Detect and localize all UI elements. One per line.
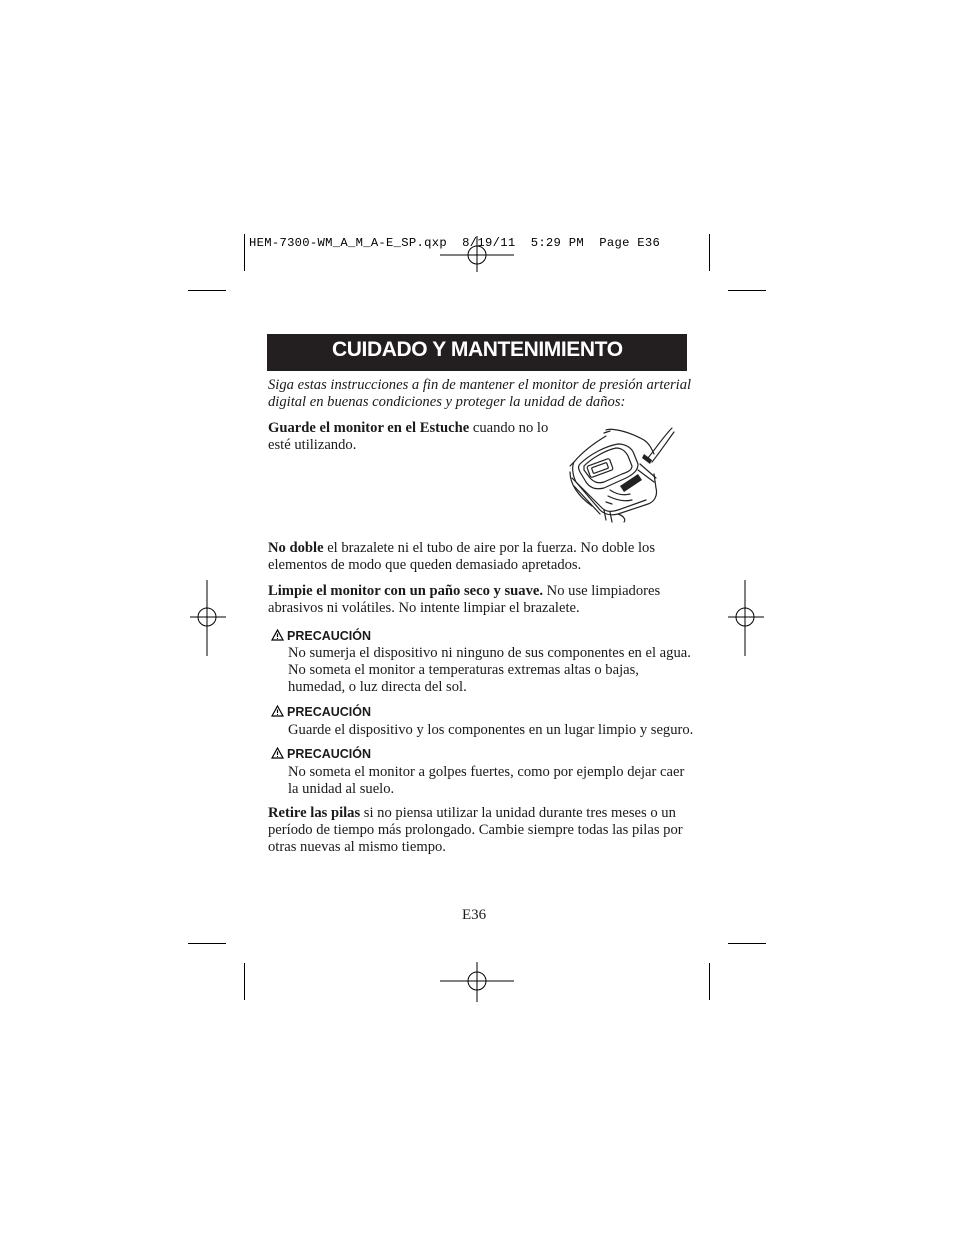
section-title-bar xyxy=(267,334,687,371)
caution-text-3-line-1: No someta el monitor a golpes fuertes, como por ejemplo dejar caer xyxy=(288,764,685,780)
crop-mark-bottom-right-vertical xyxy=(709,963,710,1000)
warning-triangle-icon xyxy=(271,705,284,717)
crop-mark-bottom-left-horizontal xyxy=(188,943,226,944)
registration-mark-left-icon xyxy=(188,580,228,656)
crop-mark-bottom-right-horizontal xyxy=(728,943,766,944)
page-number: E36 xyxy=(462,907,487,923)
registration-mark-right-icon xyxy=(726,580,766,656)
crop-mark-bottom-left-vertical xyxy=(244,963,245,1000)
caution-label-2: PRECAUCIÓN xyxy=(287,705,372,719)
limpie-paragraph xyxy=(268,583,688,617)
crop-mark-top-right-horizontal xyxy=(728,290,766,291)
no-doble-rest: el brazalete ni el tubo de aire por la fuerza. No doble los elementos de modo que queden demasiado apretados. xyxy=(268,540,656,573)
intro-paragraph: Siga estas instrucciones a fin de mantener el monitor de presión arterial digital en buenas condiciones y proteger la unidad de daños: xyxy=(268,377,692,410)
caution-heading-3 xyxy=(271,747,371,761)
storage-rest: cuando no lo esté utilizando. xyxy=(268,420,549,453)
crop-mark-top-left-horizontal xyxy=(188,290,226,291)
caution-text-3-line-2: la unidad al suelo. xyxy=(288,781,395,797)
caution-heading-2 xyxy=(271,705,371,719)
print-slug-line: HEM-7300-WM_A_M_A-E_SP.qxp 8/19/11 5:29 PM Page E36 xyxy=(249,236,661,250)
warning-triangle-icon xyxy=(271,629,284,641)
storage-bold: Guarde el monitor en el Estuche xyxy=(268,420,470,436)
section-title: CUIDADO Y MANTENIMIENTO xyxy=(332,338,623,361)
caution-label-3: PRECAUCIÓN xyxy=(287,747,372,761)
limpie-rest: No use limpiadores abrasivos ni volátiles. No intente limpiar el brazalete. xyxy=(268,583,661,616)
monitor-in-case-illustration xyxy=(560,424,680,524)
crop-mark-top-left-vertical xyxy=(244,234,245,271)
caution-heading-1 xyxy=(271,629,371,643)
retire-rest: si no piensa utilizar la unidad durante tres meses o un período de tiempo más prolongado. Cambie siempre todas las pilas por otras nuevas al mismo tiempo. xyxy=(268,805,683,855)
caution-text-1-line-3: humedad, o luz directa del sol. xyxy=(288,679,467,695)
caution-text-2-line-1: Guarde el dispositivo y los componentes en un lugar limpio y seguro. xyxy=(288,722,694,738)
caution-label-1: PRECAUCIÓN xyxy=(287,629,372,643)
limpie-bold: Limpie el monitor con un paño seco y suave. xyxy=(268,583,544,599)
retire-paragraph xyxy=(268,805,688,856)
retire-bold: Retire las pilas xyxy=(268,805,361,821)
no-doble-bold: No doble xyxy=(268,540,324,556)
registration-mark-bottom-icon xyxy=(438,962,516,1002)
warning-triangle-icon xyxy=(271,747,284,759)
caution-text-1-line-2: No someta el monitor a temperaturas extremas altas o bajas, xyxy=(288,662,639,678)
no-doble-paragraph xyxy=(268,540,688,574)
caution-text-1-line-1: No sumerja el dispositivo ni ninguno de sus componentes en el agua. xyxy=(288,645,691,661)
storage-paragraph xyxy=(268,420,553,454)
crop-mark-top-right-vertical xyxy=(709,234,710,271)
